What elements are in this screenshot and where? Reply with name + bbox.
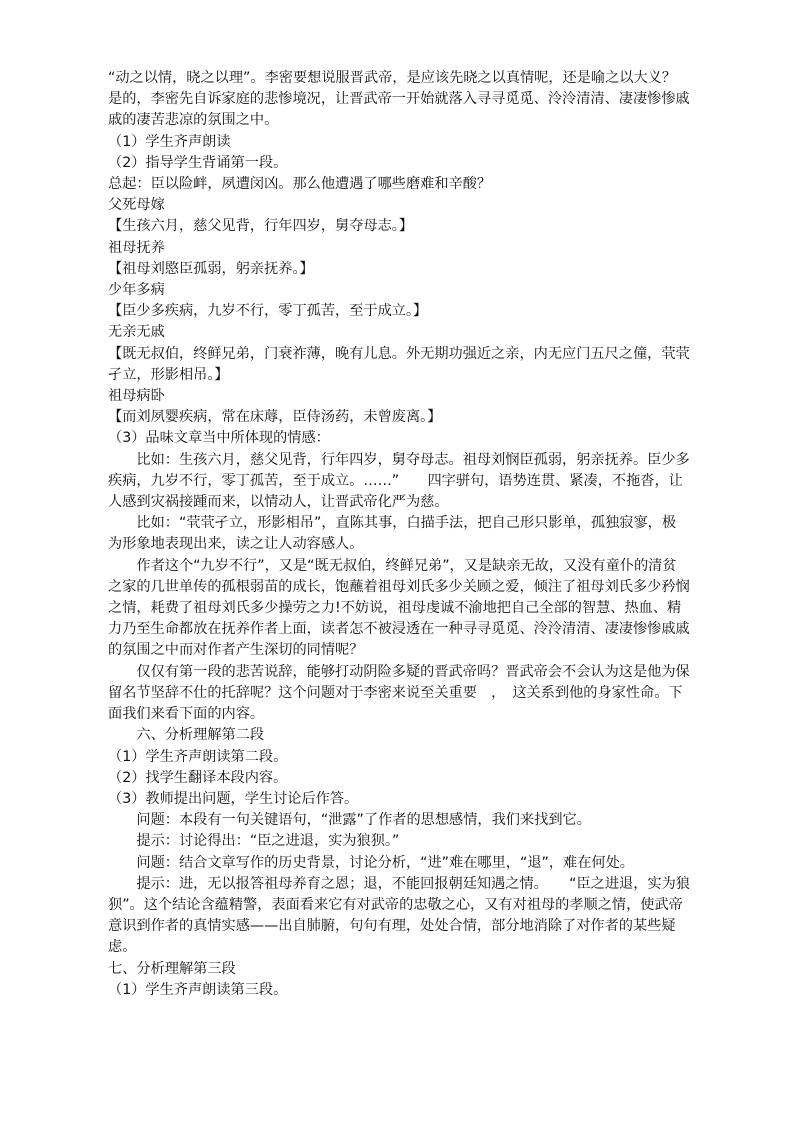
step-translate: （2）找学生翻译本段内容。	[108, 769, 288, 786]
question-1: 问题：本段有一句关键语句，“泄露”了作者的思想感情，我们来找到它。	[136, 812, 591, 829]
step-appreciate-emotion: （3）品味文章当中所体现的情感：	[108, 430, 330, 447]
document-page	[108, 68, 690, 1001]
quote-no-relatives: 【既无叔伯，终鲜兄弟，门衰祚薄，晚有儿息。外无期功强近之亲，内无应门五尺之僮，茕茕孑立，形影相吊。】	[108, 345, 690, 383]
heading-grandmother-ill: 祖母病卧	[108, 388, 165, 405]
paragraph-example-1: 比如：生孩六月，慈父见背，行年四岁，舅夺母志。祖母刘悯臣孤弱，躬亲抚养。臣少多疾病，九岁不行，零丁孤苦，至于成立。……” 四字骈句，语势连贯、紧凑，不拖沓，让人感到灾祸接踵而来，以情动人，让晋武帝化严为慈。	[108, 451, 690, 511]
heading-grandmother-raises: 祖母抚养	[108, 239, 165, 256]
quote-father-dies: 【生孩六月，慈父见背，行年四岁，舅夺母志。】	[108, 218, 414, 235]
heading-father-dies: 父死母嫁	[108, 197, 165, 214]
quote-grandmother-ill: 【而刘夙婴疾病，常在床蓐，臣侍汤药，未曾废离。】	[108, 409, 442, 426]
hint-2: 提示：进，无以报答祖母养育之恩；退，不能回报朝廷知遇之情。 “臣之进退，实为狼狈”。这个结论含蕴精警，表面看来它有对武帝的忠敬之心，又有对祖母的孝顺之情，使武帝意识到作者的真情实感——出自肺腑，句句有理，处处合情，部分地消除了对作者的某些疑虑。	[108, 875, 690, 956]
summary-line: 总起：臣以险衅，夙遭闵凶。那么他遭遇了哪些磨难和辛酸？	[108, 176, 492, 193]
paragraph-intro: “动之以情，晓之以理”。李密要想说服晋武帝，是应该先晓之以真情呢，还是喻之以大义？是的，李密先自诉家庭的悲惨境况，让晋武帝一开始就落入寻寻觅觅、泠泠清清、凄凄惨惨戚戚的凄苦悲凉的氛围之中。	[108, 70, 690, 129]
heading-no-relatives: 无亲无戚	[108, 324, 165, 341]
step-read-second: （1）学生齐声朗读第二段。	[108, 748, 288, 765]
hint-1: 提示：讨论得出：“臣之进退，实为狼狈。”	[136, 833, 400, 850]
heading-sickly-youth: 少年多病	[108, 282, 165, 299]
step-recite: （2）指导学生背诵第一段。	[108, 154, 288, 171]
step-read-third: （1）学生齐声朗读第三段。	[108, 981, 288, 998]
paragraph-example-2: 比如：“茕茕孑立，形影相吊”，直陈其事，白描手法，把自己形只影单，孤独寂寥，极为形象地表现出来，读之让人动容感人。	[108, 515, 677, 553]
step-discuss: （3）教师提出问题，学生讨论后作答。	[108, 790, 359, 807]
question-2: 问题：结合文章写作的历史背景，讨论分析，“进”难在哪里，“退”，难在何处。	[136, 854, 634, 871]
step-read-aloud: （1）学生齐声朗读	[108, 133, 231, 150]
paragraph-transition: 仅仅有第一段的悲苦说辞，能够打动阴险多疑的晋武帝吗？晋武帝会不会认为这是他为保留名节坚辞不仕的托辞呢？这个问题对于李密来说至关重要 ， 这关系到他的身家性命。下面我们来看下面的内容。	[108, 663, 690, 723]
section-heading-7: 七、分析理解第三段	[108, 960, 236, 977]
section-heading-6: 六、分析理解第二段	[136, 727, 265, 744]
quote-grandmother-raises: 【祖母刘愍臣孤弱，躬亲抚养。】	[108, 260, 314, 277]
quote-sickly-youth: 【臣少多疾病，九岁不行，零丁孤苦，至于成立。】	[108, 303, 428, 320]
paragraph-analysis: 作者这个“九岁不行”，又是“既无叔伯，终鲜兄弟”，又是缺亲无故，又没有童仆的清贫之家的几世单传的孤根弱苗的成长，饱蘸着祖母刘氏多少关顾之爱，倾注了祖母刘氏多少矜悯之情，耗费了祖母刘氏多少操劳之力!不妨说，祖母虔诚不渝地把自己全部的智慧、热血、精力乃至生命都放在抚养作者上面，读者怎不被浸透在一种寻寻觅觅、泠泠清清、凄凄惨惨戚戚的氛围之中而对作者产生深切的同情呢？	[108, 557, 690, 659]
